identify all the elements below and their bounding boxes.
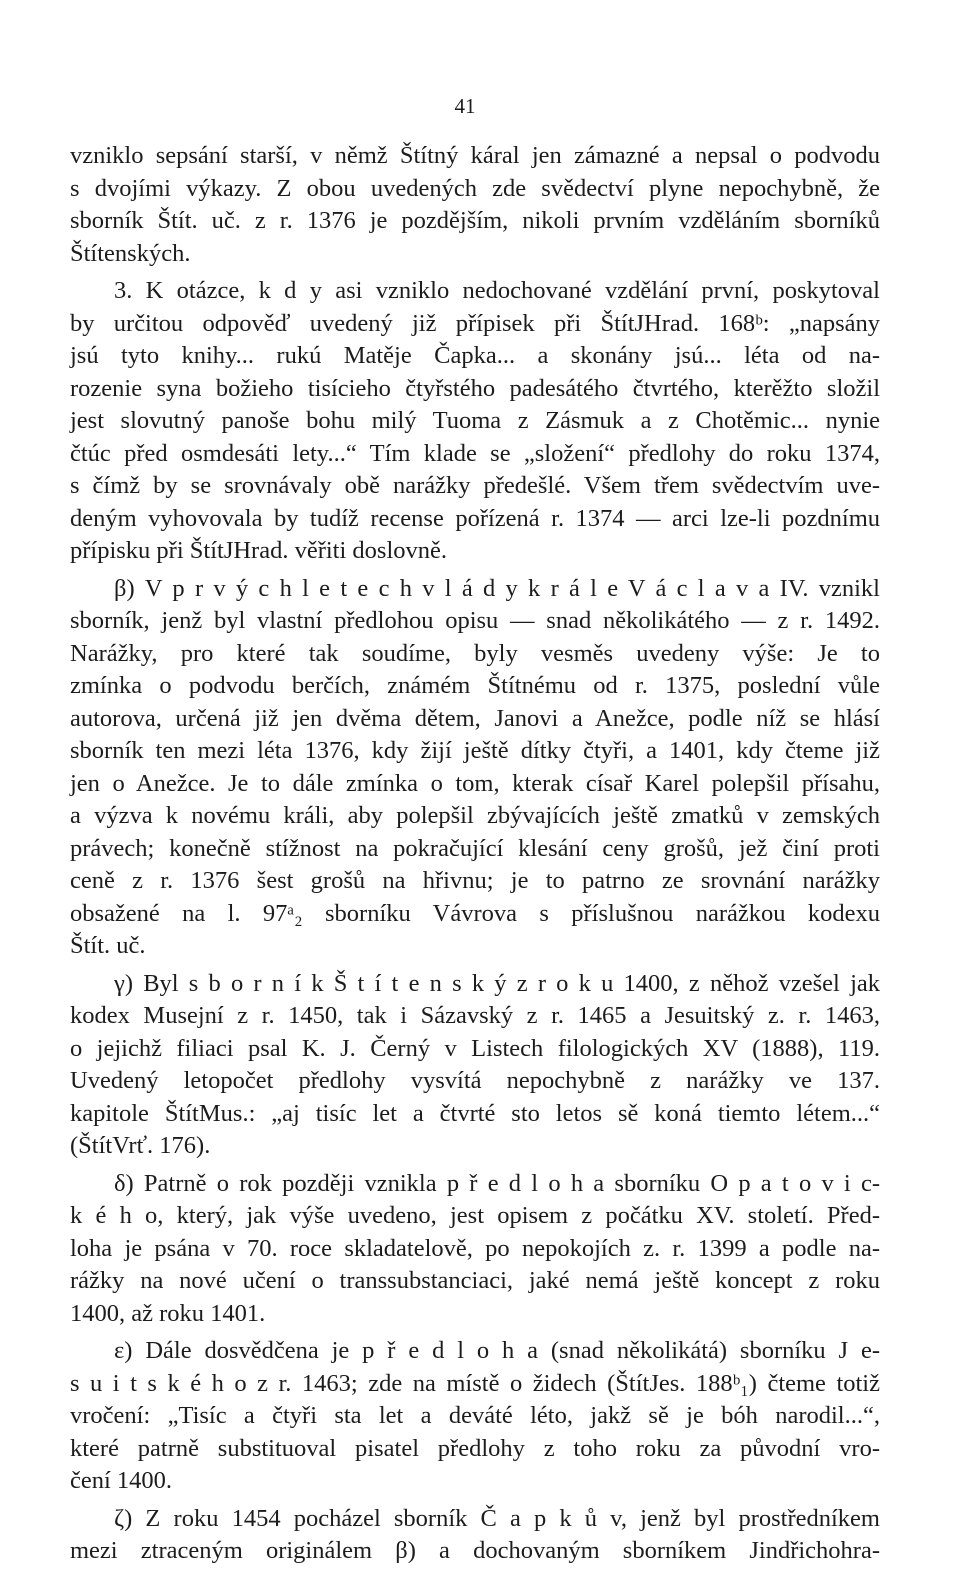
text-line: (ŠtítVrť. 176). xyxy=(70,1132,211,1159)
text-line: jsú tyto knihy... rukú Matěje Čapka... a skonány jsú... léta od na- xyxy=(70,342,880,369)
text-line: Štítenských. xyxy=(70,239,191,267)
text-line: o jejichž filiaci psal K. J. Černý v Listech filologických XV (1888), 119. xyxy=(70,1034,880,1062)
text-line: δ) Patrně o rok později vznikla p ř e d l o h a sborníku O p a t o v i c- xyxy=(114,1169,880,1197)
page-number: 41 xyxy=(454,94,476,118)
text-line: s dvojími výkazy. Z obou uvedených zde svědectví plyne nepochybně, že xyxy=(70,174,880,202)
text-line: obsažené na l. 97ᵃ₂ sborníku Vávrova s příslušnou narážkou kodexu xyxy=(70,899,880,927)
text-line: β) V p r v ý c h l e t e c h v l á d y k r á l e V á c l a v a IV. vznikl xyxy=(114,574,880,602)
text-line: které patrně substituoval pisatel předlohy z toho roku za původní vro- xyxy=(70,1434,880,1462)
text-line: γ) Byl s b o r n í k Š t í t e n s k ý z r o k u 1400, z něhož vzešel jak xyxy=(114,969,880,997)
text-line: Štít. uč. xyxy=(70,932,146,959)
text-line: vročení: „Tisíc a čtyři sta let a deváté léto, jakž sě je bóh narodil...“, xyxy=(70,1402,880,1429)
text-line: rozenie syna božieho tisícieho čtyřstého padesátého čtvrtého, kterěžto složil xyxy=(70,374,880,402)
text-line: kodex Musejní z r. 1450, tak i Sázavský z r. 1465 a Jesuitský z. r. 1463, xyxy=(70,1002,880,1029)
text-line: jen o Anežce. Je to dále zmínka o tom, kterak císař Karel polepšil přísahu, xyxy=(70,769,880,797)
text-line: 3. K otázce, k d y asi vzniklo nedochované vzdělání první, poskytoval xyxy=(114,277,880,304)
text-line: ceně z r. 1376 šest grošů na hřivnu; je to patrno ze srovnání narážky xyxy=(70,867,880,894)
text-line: Uvedený letopočet předlohy vysvítá nepochybně z narážky ve 137. xyxy=(70,1067,880,1094)
text-line: rážky na nové učení o transsubstanciaci, jaké nemá ještě koncept z roku xyxy=(70,1267,880,1294)
text-line: kapitole ŠtítMus.: „aj tisíc let a čtvrté sto letos sě koná tiemto létem...“ xyxy=(70,1099,880,1127)
text-line: deným vyhovovala by tudíž recense pořízená r. 1374 — arci lze-li pozdnímu xyxy=(70,504,880,532)
text-line: a výzva k novému králi, aby polepšil zbývajících ještě zmatků v zemských xyxy=(70,802,880,829)
text-line: vzniklo sepsání starší, v němž Štítný káral jen zámazné a nepsal o podvodu xyxy=(70,142,880,169)
text-line: jest slovutný panoše bohu milý Tuoma z Zásmuk a z Chotěmic... nynie xyxy=(70,407,880,434)
text-line: sborník ten mezi léta 1376, kdy žijí ještě dítky čtyři, a 1401, kdy čteme již xyxy=(70,737,880,764)
text-line: právech; konečně stížnost na pokračující klesání ceny grošů, jež činí proti xyxy=(70,834,880,862)
text-line: přípisku při ŠtítJHrad. věřiti doslovně. xyxy=(70,537,447,564)
text-line: s u i t s k é h o z r. 1463; zde na místě o židech (ŠtítJes. 188ᵇ₁) čteme totiž xyxy=(70,1369,880,1397)
text-line: autorova, určená již jen dvěma dětem, Janovi a Anežce, podle níž se hlásí xyxy=(70,704,880,732)
text-line: s čímž by se srovnávaly obě narážky předešlé. Všem třem svědectvím uve- xyxy=(70,472,880,499)
text-line: ε) Dále dosvědčena je p ř e d l o h a (snad několikátá) sborníku J e- xyxy=(114,1337,880,1364)
text-line: k é h o, který, jak výše uvedeno, jest opisem z počátku XV. století. Před- xyxy=(70,1202,880,1229)
text-line: sborník Štít. uč. z r. 1376 je pozdějším, nikoli prvním vzděláním sborníků xyxy=(70,207,880,234)
text-line: čení 1400. xyxy=(70,1467,173,1494)
text-line: loha je psána v 70. roce skladatelově, po nepokojích z. r. 1399 a podle na- xyxy=(70,1234,880,1262)
text-line: zmínka o podvodu berčích, známém Štítnému od r. 1375, poslední vůle xyxy=(70,672,880,699)
text-line: Narážky, pro které tak soudíme, byly vesměs uvedeny výše: Je to xyxy=(70,639,880,667)
text-line: 1400, až roku 1401. xyxy=(70,1299,266,1327)
body-text xyxy=(70,140,880,1568)
text-line: by určitou odpověď uvedený již přípisek při ŠtítJHrad. 168ᵇ: „napsány xyxy=(70,309,880,337)
text-line: čtúc před osmdesáti lety...“ Tím klade se „složení“ předlohy do roku 1374, xyxy=(70,439,880,467)
text-line: mezi ztraceným originálem β) a dochovaným sborníkem Jindřichohra- xyxy=(70,1537,880,1564)
text-line: sborník, jenž byl vlastní předlohou opisu — snad několikátého — z r. 1492. xyxy=(70,607,880,634)
text-line: ζ) Z roku 1454 pocházel sborník Č a p k ů v, jenž byl prostředníkem xyxy=(114,1504,880,1532)
